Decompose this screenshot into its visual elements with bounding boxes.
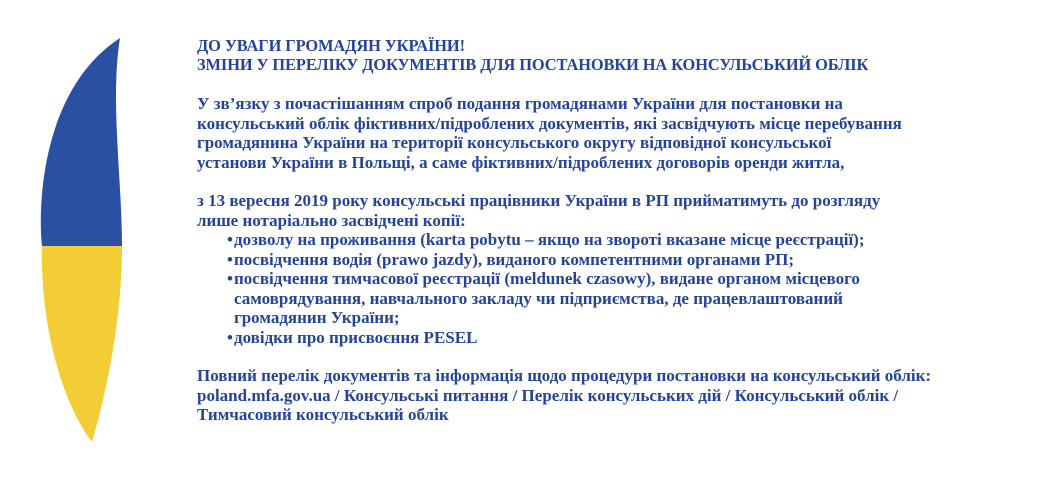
list-item-line: • посвідчення тимчасової реєстрації (meldunek czasowy), видане органом місцевого: [234, 269, 860, 288]
intro-line: громадянина України на території консульського округу відповідної консульської: [197, 133, 832, 152]
footer-paragraph: [197, 366, 1027, 425]
ukraine-flag-arc-graphic: [0, 0, 140, 487]
list-item-line: громадянин України;: [234, 308, 400, 327]
list-item-line: • довідки про присвоєння PESEL: [234, 327, 478, 347]
intro-line: У зв’язку з почастішанням спроб подання громадянами України для постановки на: [197, 94, 843, 113]
footer-line: Повний перелік документів та інформація щодо процедури постановки на консульський облік:: [197, 366, 932, 385]
footer-line-links: poland.mfa.gov.ua / Консульські питання / Перелік консульських дій / Консульський облік /: [197, 385, 899, 405]
lead-line: з 13 вересня 2019 року консульські працівники України в РП прийматимуть до розгляду: [197, 191, 881, 210]
documents-list-item: [227, 250, 1027, 270]
intro-paragraph: [197, 94, 1027, 172]
list-item-line: • дозволу на проживання (karta pobytu – якщо на звороті вказане місце реєстрації);: [234, 230, 865, 249]
flag-arc-yellow: [42, 246, 122, 442]
lead-line: лише нотаріально засвідчені копії:: [197, 210, 466, 230]
documents-list-item: [227, 269, 1027, 328]
list-item-line: • посвідчення водія (prawo jazdy), виданого компетентними органами РП;: [234, 249, 795, 269]
intro-line: установи України в Польщі, а саме фіктивних/підроблених договорів оренди житла,: [197, 152, 845, 172]
title-line: ЗМІНИ У ПЕРЕЛІКУ ДОКУМЕНТІВ ДЛЯ ПОСТАНОВКИ НА КОНСУЛЬСЬКИЙ ОБЛІК: [197, 55, 869, 74]
documents-list: [197, 230, 1027, 347]
documents-list-item: [227, 328, 1027, 348]
footer-line: Тимчасовий консульський облік: [197, 405, 449, 424]
flag-arc-blue: [41, 38, 122, 246]
documents-paragraph: [197, 191, 1027, 347]
title-line: ДО УВАГИ ГРОМАДЯН УКРАЇНИ!: [197, 36, 465, 55]
notice-text-block: [197, 36, 1027, 425]
list-item-line: самоврядування, навчального закладу чи підприємства, де працевлаштований: [234, 288, 843, 308]
notice-title: [197, 36, 1027, 74]
intro-line: консульський облік фіктивних/підроблених документів, які засвідчують місце перебування: [197, 113, 902, 133]
documents-list-item: [227, 230, 1027, 250]
